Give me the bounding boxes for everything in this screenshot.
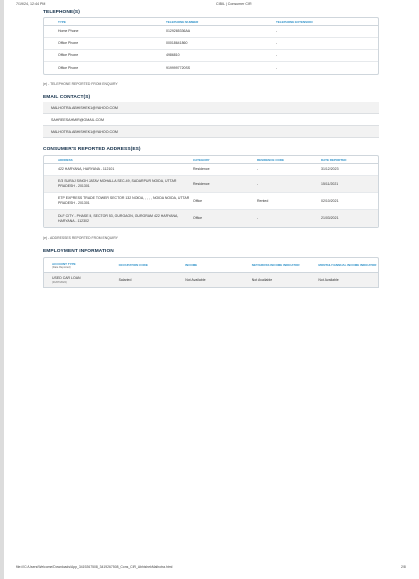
employment-date-reported: (31/07/2024) [52, 280, 67, 284]
col-date-reported: DATE REPORTED [321, 157, 347, 162]
email-item [43, 126, 379, 138]
print-timestamp: 7/19/24, 12:44 PM [16, 2, 46, 6]
addresses-table-header [44, 156, 378, 164]
table-row [44, 62, 378, 74]
address-category: Office [193, 198, 203, 203]
email-address: MALHOTRA.ABHISHEK1@YAHOO.COM [51, 105, 118, 110]
address-category: Office [193, 216, 203, 221]
phone-number: 0129265336AA [166, 29, 191, 34]
print-title: CIBIL | Consumer CIR [216, 2, 252, 6]
telephones-table-header [44, 18, 378, 26]
col-address: ADDRESS [58, 157, 73, 162]
addresses-footnote: (e) - ADDRESSES REPORTED FROM ENQUIRY [43, 236, 118, 240]
date-reported: 21/03/2021 [321, 216, 339, 221]
col-net-gross-indicator: NET/GROSS INCOME INDICATOR [251, 263, 300, 267]
residence-code: - [257, 181, 259, 186]
address-text: DLF CITY - PHASE II, SECTOR 53, GURGAON, GURGRAM 422 HARYANA, HARYANA - 112302 [58, 213, 179, 223]
col-occupation-code: OCCUPATION CODE [118, 263, 148, 267]
email-address: MALHOTRA.ABHISHEK1@YAHOO.COM [51, 129, 118, 134]
table-row [44, 164, 378, 176]
table-row [44, 210, 378, 227]
addresses-section-title: CONSUMER'S REPORTED ADDRESS(ES) [43, 147, 141, 152]
telephones-section-title: TELEPHONE(S) [43, 10, 80, 15]
emails-section-title: EMAIL CONTACT(S) [43, 95, 91, 100]
table-row [44, 50, 378, 62]
phone-type: Office Phone [58, 65, 79, 70]
table-row [44, 38, 378, 50]
col-account-type [52, 262, 119, 269]
employment-table-header [44, 258, 378, 273]
date-reported: 31/12/2023 [321, 167, 339, 172]
report-page [4, 0, 419, 579]
residence-code: Rented [257, 198, 269, 203]
address-text: 422 HARYANA, HARYANA - 112101 [58, 167, 115, 172]
phone-number: 00018641860 [166, 41, 188, 46]
date-reported: 15/11/2021 [321, 181, 339, 186]
table-row [44, 273, 378, 287]
monthly-annual-value: Not Available [318, 277, 339, 282]
telephones-footnote: (e) - TELEPHONE REPORTED FROM ENQUIRY [43, 82, 118, 86]
col-category: CATEGORY [193, 157, 210, 162]
telephones-table [43, 17, 379, 75]
employment-table [43, 257, 379, 288]
col-residence-code: RESIDENCE CODE [257, 157, 285, 162]
phone-type: Office Phone [58, 41, 79, 46]
col-income: INCOME [185, 263, 198, 267]
col-account-type-label: ACCOUNT TYPE [52, 261, 76, 266]
address-category: Residence [193, 181, 210, 186]
date-reported: 02/10/2021 [321, 198, 339, 203]
email-item [43, 102, 379, 114]
phone-extension: - [276, 29, 278, 34]
employment-section-title: EMPLOYMENT INFORMATION [43, 249, 114, 254]
address-text: ETP EXPRESS TRADE TOWER SECTOR 132 NOIDA, , , , , NOIDA NOIDA, UTTAR PRADESH - 201301 [58, 196, 190, 205]
phone-type: Office Phone [58, 53, 79, 58]
addresses-table [43, 155, 379, 228]
email-address: SAHREESAHMIR@GMAIL.COM [51, 117, 104, 122]
income-value: Not Available [185, 277, 206, 282]
col-type: TYPE [58, 19, 66, 24]
phone-number: 9199997720SS [166, 65, 191, 70]
address-category: Residence [193, 167, 210, 172]
employment-account-type: USED CAR LOAN [52, 276, 81, 281]
page-number: 2/8 [401, 565, 406, 569]
file-path: file:///C:/Users/Welcome/Downloads/App_3419267508_3419267508_Cons_CIR_AbhishekMalhotra.html [16, 565, 173, 569]
col-account-type-sub: (Date Reported) [52, 265, 71, 269]
phone-extension: - [276, 41, 278, 46]
phone-extension: - [276, 65, 278, 70]
table-row [44, 26, 378, 38]
phone-type: Home Phone [58, 29, 79, 34]
table-row [44, 176, 378, 193]
phone-number: 4986810 [166, 53, 180, 58]
email-item [43, 114, 379, 126]
employment-account [52, 276, 119, 284]
phone-extension: - [276, 53, 278, 58]
residence-code: - [257, 216, 259, 221]
col-monthly-annual-indicator: MONTHLY/ANNUAL INCOME INDICATOR [318, 263, 377, 267]
occupation-code: Salaried [118, 277, 132, 282]
residence-code: - [257, 167, 259, 172]
address-text: E/3 SURAJ SINGH JATAV MOHALLA SEC-49, SADARPUR NOIDA, UTTAR PRADESH - 201301 [58, 179, 177, 188]
col-telephone-extension: TELEPHONE EXTENSION [276, 19, 313, 24]
table-row [44, 193, 378, 210]
net-gross-value: Not Available [251, 277, 273, 282]
col-telephone-number: TELEPHONE NUMBER [166, 19, 199, 24]
